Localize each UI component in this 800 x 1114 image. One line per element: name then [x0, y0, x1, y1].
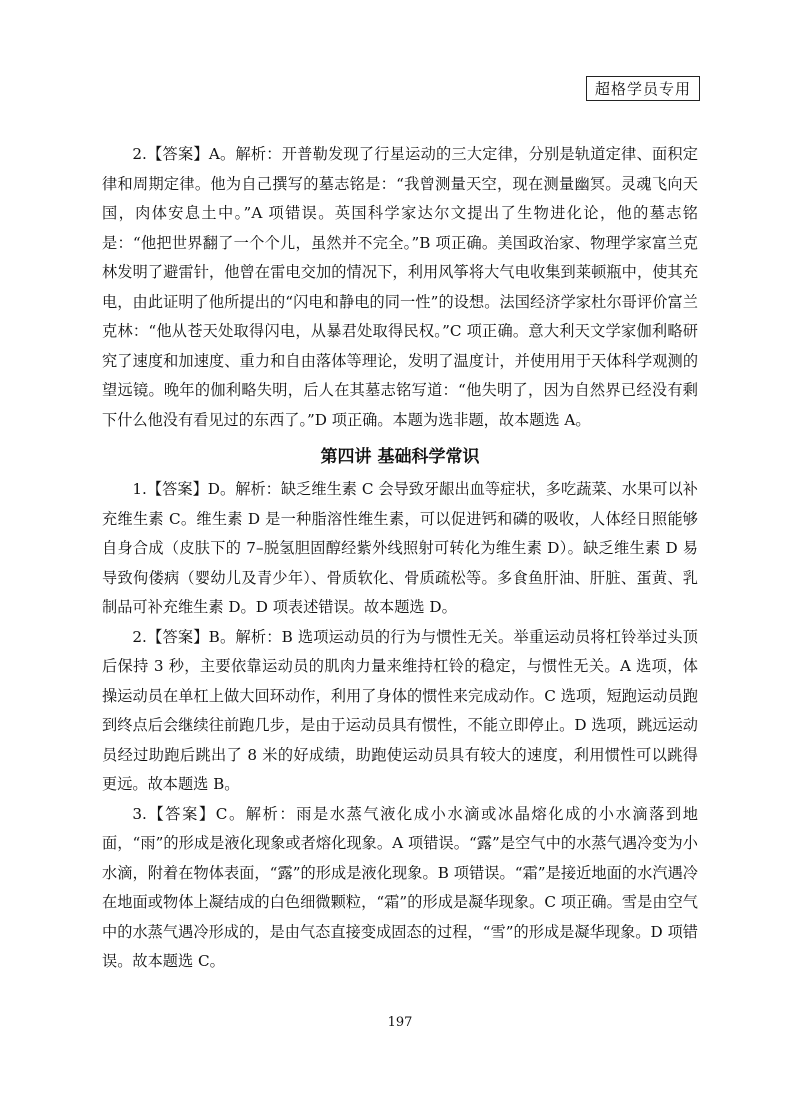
answer-paragraph: 1.【答案】D。解析：缺乏维生素 C 会导致牙龈出血等症状，多吃蔬菜、水果可以补充维生素 C。维生素 D 是一种脂溶性维生素，可以促进钙和磷的吸收，人体经日照能够自身合成（皮肤下的 7–脱氢胆固醇经紫外线照射可转化为维生素 D）。缺乏维生素 D 易导致佝偻病（婴幼儿及青少年）、骨质软化、骨质疏松等。多食鱼肝油、肝脏、蛋黄、乳制品可补充维生素 D。D 项表述错误。故本题选 D。 — [102, 480, 698, 616]
answer-paragraph: 2.【答案】B。解析：B 选项运动员的行为与惯性无关。举重运动员将杠铃举过头顶后保持 3 秒，主要依靠运动员的肌肉力量来维持杠铃的稳定，与惯性无关。A 选项，体操运动员在单杠上做大回环动作，利用了身体的惯性来完成动作。C 选项，短跑运动员跑到终点后会继续往前跑几步，是由于运动员具有惯性，不能立即停止。D 选项，跳远运动员经过助跑后跳出了 8 米的好成绩，助跑使运动员具有较大的速度，利用惯性可以跳得更远。故本题选 B。 — [102, 627, 698, 793]
page-number: 197 — [387, 1015, 413, 1030]
answer-paragraph: 3.【答案】C。解析：雨是水蒸气液化成小水滴或冰晶熔化成的小水滴落到地面，“雨”的形成是液化现象或者熔化现象。A 项错误。“露”是空气中的水蒸气遇冷变为小水滴，附着在物体表面，“露”的形成是液化现象。B 项错误。“霜”是接近地面的水汽遇冷在地面或物体上凝结成的白色细微颗粒，“霜”的形成是凝华现象。C 项正确。雪是由空气中的水蒸气遇冷形成的，是由气态直接变成固态的过程，“雪”的形成是凝华现象。D 项错误。故本题选 C。 — [102, 804, 698, 970]
answer-paragraph: 2.【答案】A。解析：开普勒发现了行星运动的三大定律，分别是轨道定律、面积定律和周期定律。他为自己撰写的墓志铭是：“我曾测量天空，现在测量幽冥。灵魂飞向天国，肉体安息土中。”A 项错误。英国科学家达尔文提出了生物进化论，他的墓志铭是：“他把世界翻了一个个儿，虽然并不完全。”B 项正确。美国政治家、物理学家富兰克林发明了避雷针，他曾在雷电交加的情况下，利用风筝将大气电收集到莱顿瓶中，使其充电，由此证明了他所提出的“闪电和静电的同一性”的设想。法国经济学家杜尔哥评价富兰克林：“他从苍天处取得闪电，从暴君处取得民权。”C 项正确。意大利天文学家伽利略研究了速度和加速度、重力和自由落体等理论，发明了温度计，并使用用于天体科学观测的望远镜。晚年的伽利略失明，后人在其墓志铭写道：“他失明了，因为自然界已经没有剩下什么他没有看见过的东西了。”D 项正确。本题为选非题，故本题选 A。 — [102, 145, 698, 429]
answer-block — [102, 140, 698, 435]
document-content — [102, 140, 698, 977]
section-title: 第四讲 基础科学常识 — [320, 447, 480, 467]
answer-block — [102, 475, 698, 977]
header-tag: 超格学员专用 — [586, 76, 700, 101]
